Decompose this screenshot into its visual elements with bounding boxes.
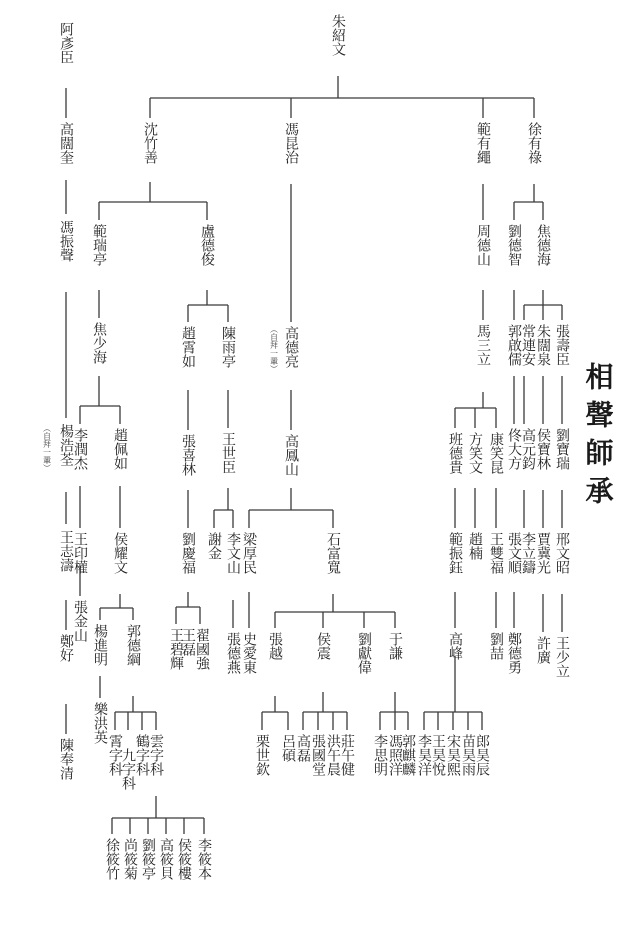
person-name: 高闊奎: [58, 122, 74, 164]
person-name: 馮振聲: [58, 220, 74, 262]
person-name: 範有繩: [475, 122, 491, 164]
person-name: 張金山: [72, 600, 88, 642]
person-name: 侯筱樓: [176, 838, 192, 880]
person-name: 李立鑄: [520, 532, 536, 574]
person-name: 劉寶瑞: [554, 428, 570, 470]
person-name: 霄字科: [107, 734, 123, 776]
person-name: 張喜林: [180, 434, 196, 476]
person-names: [58, 13, 570, 881]
person-name: 謝金: [206, 532, 222, 560]
person-name: 趙佩如: [112, 428, 128, 470]
person-name: 楊浩荃: [58, 424, 74, 466]
person-name: 鶴字科: [134, 734, 150, 776]
person-name: 張壽臣: [554, 324, 570, 366]
person-name: 高鳳山: [283, 434, 299, 476]
person-name: 九字科: [120, 748, 136, 790]
person-name: 劉筱亭: [140, 838, 156, 880]
person-name: 李昊洋: [416, 734, 432, 776]
person-name: 李文山: [225, 532, 241, 574]
person-name: 李潤杰: [72, 428, 88, 470]
person-name: 宋昊熙: [445, 734, 461, 776]
person-name: 郎昊辰: [474, 734, 490, 776]
person-name: 栗世欽: [254, 734, 270, 776]
person-name: 班德貴: [447, 432, 463, 474]
person-name: 周德山: [475, 224, 491, 266]
person-name: 範振鈺: [447, 532, 463, 574]
person-name: 劉獻偉: [356, 632, 372, 674]
person-name: 馮昆治: [283, 122, 299, 164]
person-name: 尚筱菊: [122, 838, 138, 880]
person-name: 鄭德勇: [506, 632, 522, 674]
person-name: 許廣: [535, 636, 551, 664]
person-name: 徐有祿: [526, 122, 542, 164]
person-name: 王印權: [72, 532, 88, 574]
person-name: 賈冀光: [535, 532, 551, 574]
person-name: 沈竹善: [142, 122, 158, 164]
person-name: 馮照洋: [387, 734, 403, 776]
diagram-title: 相聲師承: [581, 362, 615, 514]
person-name: 石富寬: [325, 532, 341, 574]
person-name: 範瑞亭: [91, 224, 107, 266]
person-name: 趙楠: [467, 532, 483, 560]
person-name: 焦少海: [91, 322, 107, 364]
person-name: 焦德海: [535, 224, 551, 266]
person-name: 王世臣: [220, 432, 236, 474]
person-name: 朱紹文: [330, 14, 346, 56]
person-name: 王志濤: [58, 530, 74, 572]
person-name: 于謙: [387, 632, 403, 660]
person-name: 張文順: [506, 532, 522, 574]
person-name: 高峰: [447, 632, 463, 660]
person-name: 劉喆: [488, 632, 504, 660]
person-name: 康笑昆: [488, 432, 504, 474]
person-name: 趙霄如: [180, 326, 196, 368]
person-name: 史愛東: [241, 632, 257, 674]
person-name: 常連安: [520, 324, 536, 366]
person-name: 郭麒麟: [400, 734, 416, 776]
person-name: 陳奉清: [58, 738, 74, 780]
person-name: 王磊: [180, 628, 196, 656]
self-note-center: （自拜一輩）: [269, 325, 279, 373]
person-name: 莊午健: [339, 734, 355, 776]
person-name: 雲字科: [148, 734, 164, 776]
person-name: 侯震: [315, 632, 331, 660]
person-name: 洪午晨: [325, 734, 341, 776]
person-name: 阿彥臣: [58, 22, 74, 64]
person-name: 張越: [267, 632, 283, 660]
person-name: 李思明: [372, 734, 388, 776]
person-name: 陳雨亭: [220, 326, 236, 368]
person-name: 王昊悅: [430, 734, 446, 776]
person-name: 盧德俊: [199, 224, 215, 266]
person-name: 苗昊雨: [460, 734, 476, 776]
person-name: 高元鈞: [520, 428, 536, 470]
person-name: 楊進明: [92, 624, 108, 666]
person-name: 侯耀文: [112, 532, 128, 574]
person-name: 郭德綱: [125, 624, 141, 666]
person-name: 王雙福: [488, 532, 504, 574]
person-name: 郭啟儒: [506, 324, 522, 366]
person-name: 高德亮: [283, 326, 299, 368]
person-name: 朱闊泉: [535, 324, 551, 366]
person-name: 佟大方: [506, 428, 522, 470]
person-name: 呂碩: [280, 734, 296, 762]
person-name: 馬三立: [475, 324, 491, 366]
person-name: 翟國強: [194, 628, 210, 670]
person-name: 劉德智: [506, 224, 522, 266]
person-name: 方笑文: [467, 432, 483, 474]
person-name: 樂洪英: [92, 702, 108, 744]
person-name: 張國堂: [310, 734, 326, 776]
person-name: 徐筱竹: [104, 838, 120, 880]
person-name: 張德燕: [225, 632, 241, 674]
person-name: 李筱本: [196, 838, 212, 880]
person-name: 邢文昭: [554, 532, 570, 574]
person-name: 高筱貝: [158, 838, 174, 880]
self-note-left: （自拜一輩）: [42, 424, 52, 472]
person-name: 侯寶林: [535, 428, 551, 470]
person-name: 王少立: [554, 636, 570, 678]
person-name: 梁厚民: [241, 532, 257, 574]
person-name: 劉慶福: [180, 532, 196, 574]
person-name: 王碧輝: [168, 628, 184, 670]
person-name: 鄭好: [58, 634, 74, 662]
person-name: 高磊: [295, 734, 311, 762]
